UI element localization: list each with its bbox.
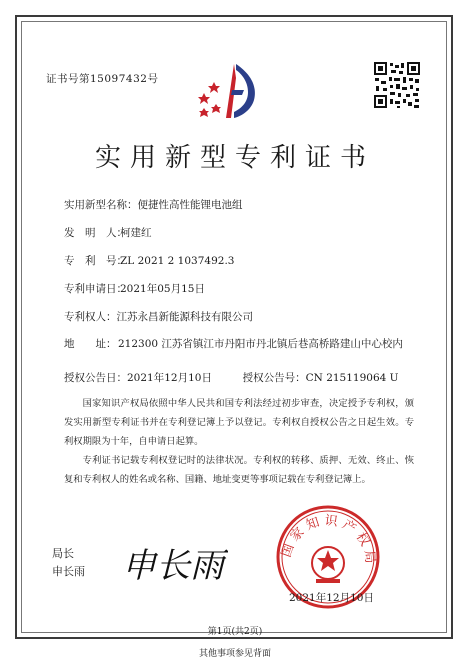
body-paragraph-1: 国家知识产权局依照中华人民共和国专利法经过初步审查，决定授予专利权，颁发实用新型专利证书并在专利登记簿上予以登记。专利权自授权公告之日起生效。专利权期限为十年，自申请日起算。 — [64, 398, 414, 447]
certificate-body — [64, 394, 414, 489]
field-grant-date — [64, 370, 399, 385]
svg-text:国家知识产权局: 国家知识产权局 — [279, 513, 378, 569]
field-patentee — [64, 309, 253, 324]
certificate-number: 证书号第15097432号 — [46, 73, 159, 85]
field-address — [64, 336, 403, 353]
qr-code — [373, 61, 421, 109]
certificate-title: 实用新型专利证书 — [94, 143, 375, 173]
svg-text:申长雨: 申长雨 — [122, 546, 224, 586]
seal-date: 2021年12月10日 — [289, 592, 374, 604]
field-patent-no — [64, 253, 234, 268]
field-name — [64, 197, 243, 212]
body-paragraph-2: 专利证书记载专利权登记时的法律状况。专利权的转移、质押、无效、终止、恢复和专利权人的姓名或名称、国籍、地址变更等事项记载在专利登记簿上。 — [64, 455, 414, 485]
page-number: 第1页(共2页) — [207, 627, 263, 637]
field-inventor — [64, 225, 152, 240]
field-address-label: 地 址： — [64, 338, 117, 350]
field-filing-date-label: 专利申请日： — [64, 283, 127, 295]
field-inventor-label: 发 明 人： — [64, 227, 127, 239]
field-patentee-value: 江苏永昌新能源科技有限公司 — [116, 311, 253, 323]
footer-note: 其他事项参见背面 — [198, 649, 271, 659]
cnipa-emblem-logo — [196, 60, 274, 120]
director-signature — [118, 537, 228, 592]
field-patent-no-value: ZL 2021 2 1037492.3 — [120, 255, 235, 267]
field-announcement-label: 授权公告号： — [242, 372, 306, 384]
field-address-value: 212300 江苏省镇江市丹阳市丹北镇后巷高桥路建山中心校内 — [118, 338, 403, 350]
field-filing-date-value: 2021年05月15日 — [120, 283, 205, 295]
field-inventor-value: 柯建红 — [120, 227, 152, 239]
field-grant-date-label: 授权公告日： — [64, 372, 127, 384]
director-name: 申长雨 — [52, 565, 85, 578]
field-patent-no-label: 专 利 号： — [64, 255, 127, 267]
director-title: 局长 — [52, 547, 74, 560]
field-grant-date-value: 2021年12月10日 — [127, 372, 212, 384]
field-name-label: 实用新型名称： — [64, 199, 138, 211]
field-patentee-label: 专利权人： — [64, 311, 117, 323]
field-filing-date — [64, 281, 205, 296]
field-announcement-value: CN 215119064 U — [305, 372, 399, 384]
field-name-value: 便捷性高性能锂电池组 — [137, 199, 243, 211]
